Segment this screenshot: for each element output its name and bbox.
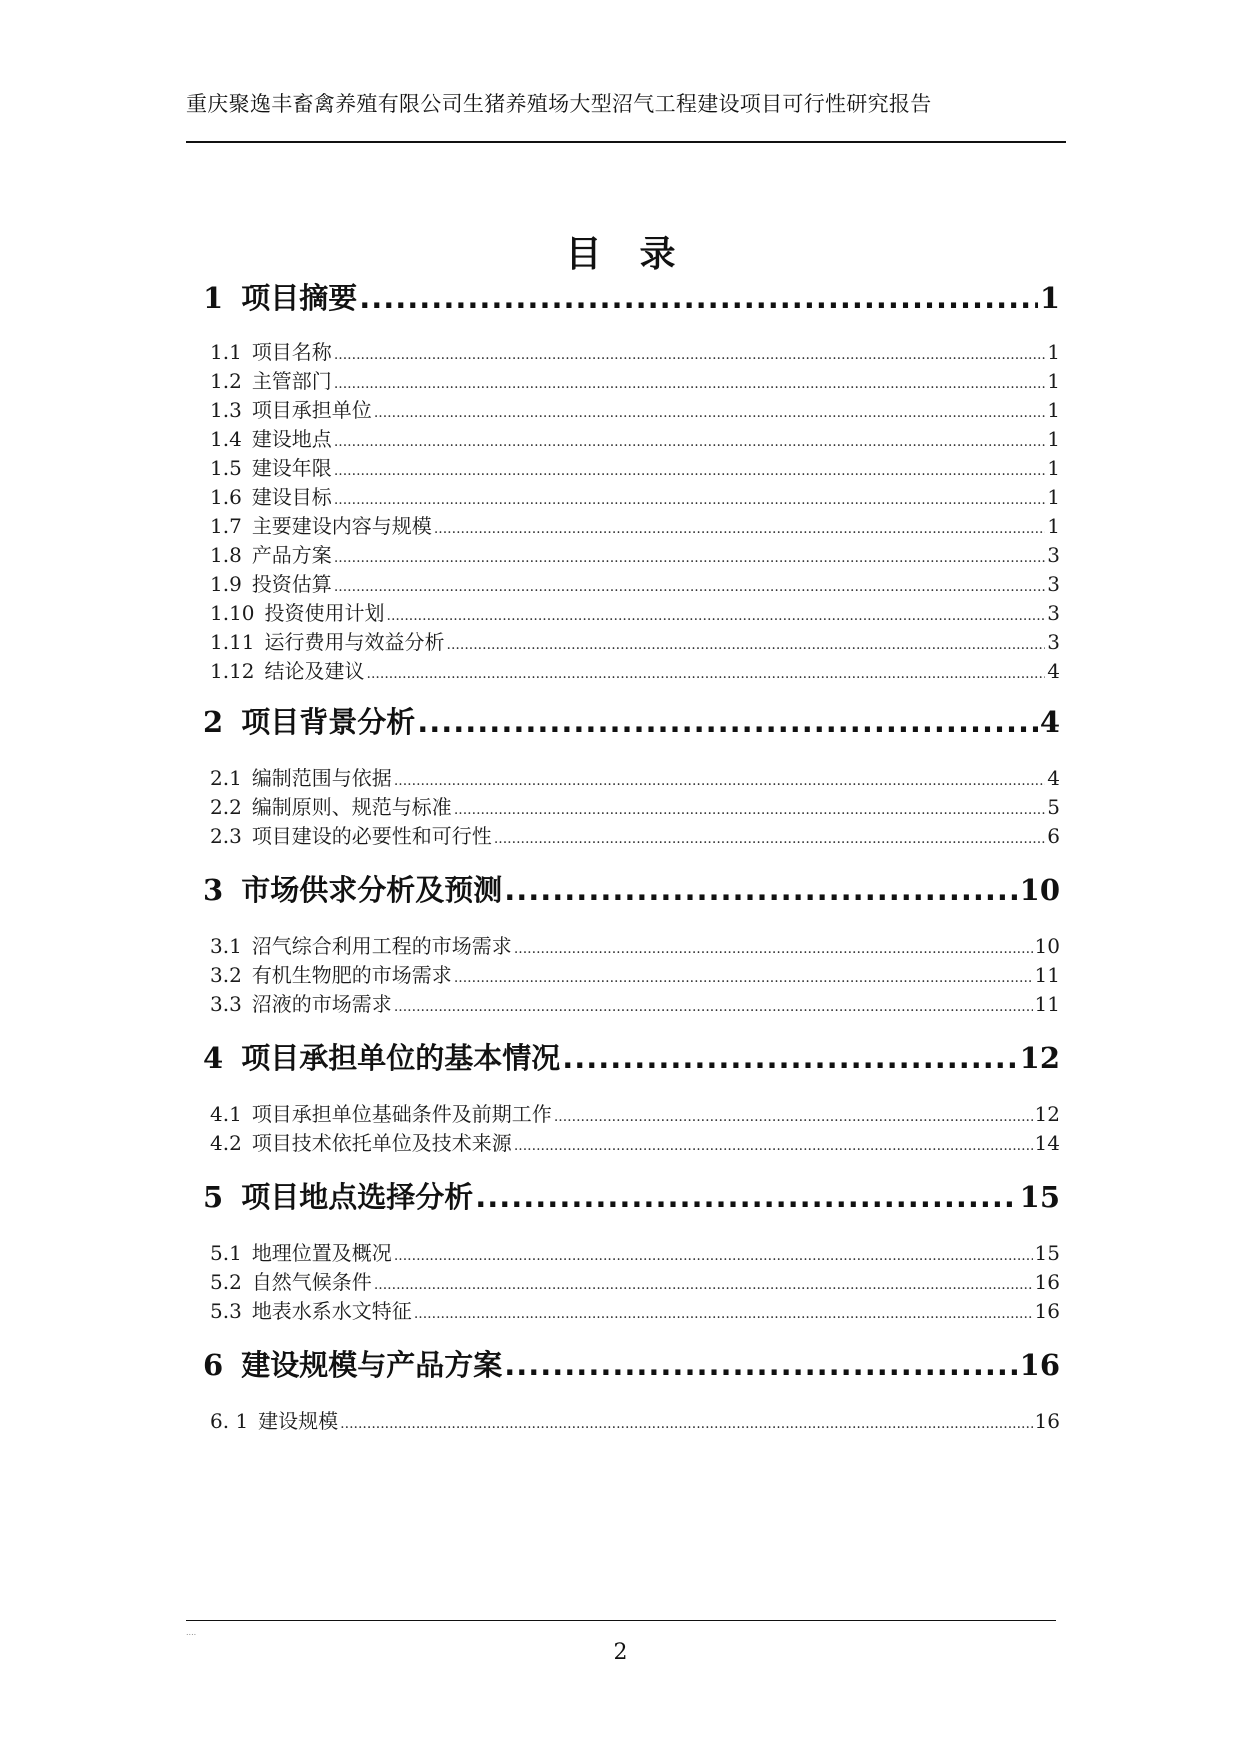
chapter-title: 建设规模与产品方案 <box>241 1348 503 1382</box>
section-title: 沼液的市场需求 <box>251 992 392 1016</box>
section-title: 地理位置及概况 <box>251 1241 392 1265</box>
page-ref: 15 <box>1034 1241 1060 1265</box>
chapter-number: 6 <box>203 1348 224 1382</box>
section-number: 6. 1 <box>210 1409 249 1433</box>
toc-section-entry[interactable] <box>210 988 1060 1018</box>
leader-dots <box>394 999 1033 1015</box>
page-ref: 16 <box>1034 1409 1060 1433</box>
chapter-title: 项目摘要 <box>241 281 358 315</box>
toc-section-entry[interactable] <box>210 510 1060 540</box>
page-ref: 1 <box>1047 340 1060 364</box>
toc-title <box>0 226 1241 277</box>
page-ref: 3 <box>1047 572 1060 596</box>
section-number: 4.1 <box>210 1102 242 1126</box>
toc-section-entry[interactable] <box>210 762 1060 792</box>
footer-rule <box>186 1620 1056 1621</box>
section-title: 有机生物肥的市场需求 <box>251 963 452 987</box>
section-number: 1.1 <box>210 340 242 364</box>
toc-chapter-entry[interactable] <box>203 276 1060 316</box>
leader-dots <box>434 521 1045 537</box>
page-ref: 16 <box>1034 1299 1060 1323</box>
leader-dots <box>334 434 1045 450</box>
footer-mark: .... <box>186 1628 197 1637</box>
leader-dots <box>394 773 1045 789</box>
chapter-title: 项目背景分析 <box>241 705 416 739</box>
section-title: 建设地点 <box>251 427 332 451</box>
chapter-title: 项目地点选择分析 <box>241 1180 474 1214</box>
leader-dots <box>514 1138 1033 1154</box>
toc-chapter-entry[interactable] <box>203 700 1060 740</box>
leader-dots <box>454 970 1033 986</box>
section-number: 1.5 <box>210 456 242 480</box>
section-title: 运行费用与效益分析 <box>264 630 445 654</box>
section-number: 2.2 <box>210 795 242 819</box>
page-ref: 3 <box>1047 601 1060 625</box>
section-title: 沼气综合利用工程的市场需求 <box>251 934 512 958</box>
section-title: 自然气候条件 <box>251 1270 372 1294</box>
leader-dots <box>475 1180 1017 1214</box>
page-ref: 1 <box>1047 514 1060 538</box>
toc-section-entry[interactable] <box>210 1266 1060 1296</box>
chapter-number: 2 <box>203 705 224 739</box>
leader-dots <box>504 873 1017 907</box>
page-ref: 4 <box>1047 766 1060 790</box>
section-title: 建设年限 <box>251 456 332 480</box>
leader-dots <box>367 666 1046 682</box>
leader-dots <box>447 637 1046 653</box>
leader-dots <box>387 608 1046 624</box>
toc-section-entry[interactable] <box>210 394 1060 424</box>
section-number: 1.4 <box>210 427 242 451</box>
section-title: 建设目标 <box>251 485 332 509</box>
section-title: 项目技术依托单位及技术来源 <box>251 1131 512 1155</box>
section-title: 项目名称 <box>251 340 332 364</box>
page-ref: 1 <box>1039 281 1060 315</box>
toc-section-entry[interactable] <box>210 597 1060 627</box>
toc-title-char-1: 目 <box>565 234 602 275</box>
leader-dots <box>334 376 1045 392</box>
leader-dots <box>417 705 1038 739</box>
page-ref: 1 <box>1047 398 1060 422</box>
chapter-title: 市场供求分析及预测 <box>241 873 503 907</box>
section-number: 2.3 <box>210 824 242 848</box>
section-title: 项目承担单位 <box>251 398 372 422</box>
leader-dots <box>554 1109 1033 1125</box>
toc-section-entry[interactable] <box>210 1098 1060 1128</box>
toc-section-entry[interactable] <box>210 626 1060 656</box>
section-number: 1.2 <box>210 369 242 393</box>
section-number: 1.12 <box>210 659 255 683</box>
section-title: 编制范围与依据 <box>251 766 392 790</box>
chapter-title: 项目承担单位的基本情况 <box>241 1041 561 1075</box>
leader-dots <box>374 405 1045 421</box>
section-number: 3.3 <box>210 992 242 1016</box>
page-ref: 5 <box>1047 795 1060 819</box>
leader-dots <box>334 550 1045 566</box>
leader-dots <box>454 802 1045 818</box>
leader-dots <box>334 492 1045 508</box>
page-ref: 1 <box>1047 485 1060 509</box>
toc-section-entry[interactable] <box>210 568 1060 598</box>
toc-chapter-entry[interactable] <box>203 868 1060 908</box>
leader-dots <box>562 1041 1017 1075</box>
toc-section-entry[interactable] <box>210 336 1060 366</box>
section-title: 地表水系水文特征 <box>251 1299 412 1323</box>
leader-dots <box>504 1348 1017 1382</box>
toc-section-entry[interactable] <box>210 930 1060 960</box>
section-number: 1.6 <box>210 485 242 509</box>
toc-chapter-entry[interactable] <box>203 1175 1060 1215</box>
chapter-number: 4 <box>203 1041 224 1075</box>
section-number: 1.11 <box>210 630 255 654</box>
page-ref: 16 <box>1019 1348 1060 1382</box>
page-ref: 12 <box>1034 1102 1060 1126</box>
section-number: 2.1 <box>210 766 242 790</box>
section-number: 3.2 <box>210 963 242 987</box>
page-ref: 16 <box>1034 1270 1060 1294</box>
leader-dots <box>394 1248 1033 1264</box>
section-title: 项目承担单位基础条件及前期工作 <box>251 1102 552 1126</box>
section-number: 1.10 <box>210 601 255 625</box>
page-ref: 4 <box>1039 705 1060 739</box>
chapter-number: 3 <box>203 873 224 907</box>
page-ref: 1 <box>1047 456 1060 480</box>
page-ref: 10 <box>1019 873 1060 907</box>
page-number: 2 <box>613 1640 628 1665</box>
section-title: 主要建设内容与规模 <box>251 514 432 538</box>
section-number: 1.7 <box>210 514 242 538</box>
leader-dots <box>334 463 1045 479</box>
leader-dots <box>359 281 1038 315</box>
leader-dots <box>414 1306 1033 1322</box>
toc-title-char-2: 录 <box>639 234 676 275</box>
section-title: 产品方案 <box>251 543 332 567</box>
leader-dots <box>334 347 1045 363</box>
chapter-number: 1 <box>203 281 224 315</box>
section-number: 4.2 <box>210 1131 242 1155</box>
page-ref: 6 <box>1047 824 1060 848</box>
toc-section-entry[interactable] <box>210 791 1060 821</box>
section-title: 建设规模 <box>258 1409 339 1433</box>
toc-section-entry[interactable] <box>210 481 1060 511</box>
header-rule <box>186 141 1066 143</box>
toc-chapter-entry[interactable] <box>203 1036 1060 1076</box>
leader-dots <box>340 1416 1032 1432</box>
section-title: 项目建设的必要性和可行性 <box>251 824 492 848</box>
toc-section-entry[interactable] <box>210 1237 1060 1267</box>
page-ref: 1 <box>1047 369 1060 393</box>
toc-section-entry[interactable] <box>210 365 1060 395</box>
leader-dots <box>374 1277 1033 1293</box>
toc-section-entry[interactable] <box>210 1127 1060 1157</box>
toc-section-entry[interactable] <box>210 655 1060 685</box>
chapter-number: 5 <box>203 1180 224 1214</box>
section-number: 5.2 <box>210 1270 242 1294</box>
leader-dots <box>514 941 1033 957</box>
section-number: 5.3 <box>210 1299 242 1323</box>
section-number: 1.3 <box>210 398 242 422</box>
page-ref: 12 <box>1019 1041 1060 1075</box>
page-ref: 11 <box>1034 963 1060 987</box>
toc-section-entry[interactable] <box>210 452 1060 482</box>
toc-section-entry[interactable] <box>210 820 1060 850</box>
toc-section-entry[interactable] <box>210 1295 1060 1325</box>
toc-section-entry[interactable] <box>210 423 1060 453</box>
toc-chapter-entry[interactable] <box>203 1343 1060 1383</box>
section-number: 1.9 <box>210 572 242 596</box>
section-title: 投资估算 <box>251 572 332 596</box>
section-title: 投资使用计划 <box>264 601 385 625</box>
leader-dots <box>494 831 1045 847</box>
page-ref: 11 <box>1034 992 1060 1016</box>
toc-section-entry[interactable] <box>210 1405 1060 1435</box>
page-ref: 3 <box>1047 543 1060 567</box>
section-number: 1.8 <box>210 543 242 567</box>
page-ref: 3 <box>1047 630 1060 654</box>
section-title: 主管部门 <box>251 369 332 393</box>
page-ref: 10 <box>1034 934 1060 958</box>
section-title: 结论及建议 <box>264 659 365 683</box>
section-title: 编制原则、规范与标准 <box>251 795 452 819</box>
page-ref: 15 <box>1019 1180 1060 1214</box>
toc-section-entry[interactable] <box>210 959 1060 989</box>
page-ref: 4 <box>1047 659 1060 683</box>
running-header: 重庆聚逸丰畜禽养殖有限公司生猪养殖场大型沼气工程建设项目可行性研究报告 <box>186 92 932 116</box>
leader-dots <box>334 579 1045 595</box>
section-number: 5.1 <box>210 1241 242 1265</box>
section-number: 3.1 <box>210 934 242 958</box>
page-ref: 14 <box>1034 1131 1060 1155</box>
page-ref: 1 <box>1047 427 1060 451</box>
toc-section-entry[interactable] <box>210 539 1060 569</box>
